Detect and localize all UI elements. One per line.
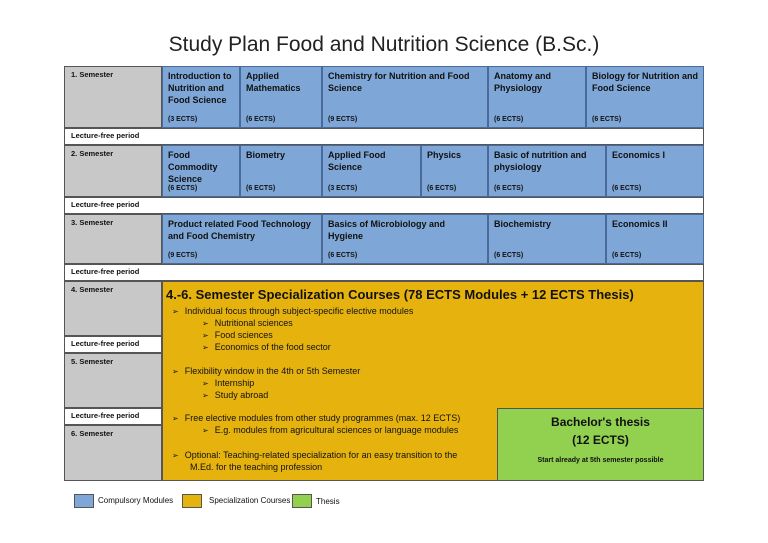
module-intro-nutrition: Introduction to Nutrition and Food Science (3 ECTS) [162, 66, 240, 128]
legend-thesis-label: Thesis [316, 497, 340, 506]
module-basic-nutrition: Basic of nutrition and physiology (6 ECTS) [488, 145, 606, 197]
arrow-bullet-icon: ➢ [172, 307, 179, 316]
semester-5-label: 5. Semester [64, 353, 162, 408]
arrow-bullet-icon: ➢ [202, 331, 209, 340]
module-economics-2: Economics II (6 ECTS) [606, 214, 704, 264]
legend-compulsory-swatch [74, 494, 94, 508]
lecture-free-5: Lecture-free period [64, 408, 162, 425]
semester-2-label: 2. Semester [64, 145, 162, 197]
spec-sub-1b: ➢ Food sciences [202, 330, 273, 340]
module-biochemistry: Biochemistry (6 ECTS) [488, 214, 606, 264]
arrow-bullet-icon: ➢ [202, 319, 209, 328]
module-food-technology: Product related Food Technology and Food Chemistry (9 ECTS) [162, 214, 322, 264]
arrow-bullet-icon: ➢ [202, 343, 209, 352]
semester-4-label: 4. Semester [64, 281, 162, 336]
semester-1-label: 1. Semester [64, 66, 162, 128]
thesis-note: Start already at 5th semester possible [537, 457, 664, 464]
arrow-bullet-icon: ➢ [202, 391, 209, 400]
module-economics-1: Economics I (6 ECTS) [606, 145, 704, 197]
spec-sub-1c: ➢ Economics of the food sector [202, 342, 331, 352]
module-physics: Physics (6 ECTS) [421, 145, 488, 197]
module-biometry: Biometry (6 ECTS) [240, 145, 322, 197]
thesis-title: Bachelor's thesis (12 ECTS) [551, 415, 650, 447]
semester-6-label: 6. Semester [64, 425, 162, 481]
spec-bullet-3: ➢ Free elective modules from other study programmes (max. 12 ECTS) [172, 413, 461, 423]
lecture-free-2: Lecture-free period [64, 197, 704, 214]
spec-bullet-1: ➢ Individual focus through subject-specific elective modules [172, 306, 414, 316]
lecture-free-4: Lecture-free period [64, 336, 162, 353]
module-anatomy: Anatomy and Physiology (6 ECTS) [488, 66, 586, 128]
arrow-bullet-icon: ➢ [202, 379, 209, 388]
module-microbiology: Basics of Microbiology and Hygiene (6 ECTS) [322, 214, 488, 264]
lecture-free-1: Lecture-free period [64, 128, 704, 145]
module-biology: Biology for Nutrition and Food Science (6 ECTS) [586, 66, 704, 128]
spec-sub-2a: ➢ Internship [202, 378, 255, 388]
module-applied-food-science: Applied Food Science (3 ECTS) [322, 145, 421, 197]
legend-specialization-label: Specialization Courses [209, 496, 291, 505]
arrow-bullet-icon: ➢ [202, 426, 209, 435]
legend-compulsory-label: Compulsory Modules [98, 496, 174, 505]
spec-sub-1a: ➢ Nutritional sciences [202, 318, 293, 328]
legend-thesis-swatch [292, 494, 312, 508]
thesis-box [497, 408, 704, 481]
spec-bullet-4-cont: M.Ed. for the teaching profession [190, 462, 323, 472]
spec-sub-2b: ➢ Study abroad [202, 390, 269, 400]
arrow-bullet-icon: ➢ [172, 367, 179, 376]
spec-sub-3a: ➢ E.g. modules from agricultural sciences or language modules [202, 425, 459, 435]
module-applied-math: Applied Mathematics (6 ECTS) [240, 66, 322, 128]
spec-bullet-2: ➢ Flexibility window in the 4th or 5th Semester [172, 366, 361, 376]
legend-specialization-swatch [182, 494, 202, 508]
lecture-free-3: Lecture-free period [64, 264, 704, 281]
module-food-commodity: Food Commodity Science (6 ECTS) [162, 145, 240, 197]
module-chemistry: Chemistry for Nutrition and Food Science (9 ECTS) [322, 66, 488, 128]
arrow-bullet-icon: ➢ [172, 414, 179, 423]
arrow-bullet-icon: ➢ [172, 451, 179, 460]
spec-bullet-4: ➢ Optional: Teaching-related specialization for an easy transition to the [172, 450, 458, 460]
page-title: Study Plan Food and Nutrition Science (B.Sc.) [168, 33, 600, 56]
semester-3-label: 3. Semester [64, 214, 162, 264]
specialization-title: 4.-6. Semester Specialization Courses (78 ECTS Modules + 12 ECTS Thesis) [166, 287, 634, 302]
